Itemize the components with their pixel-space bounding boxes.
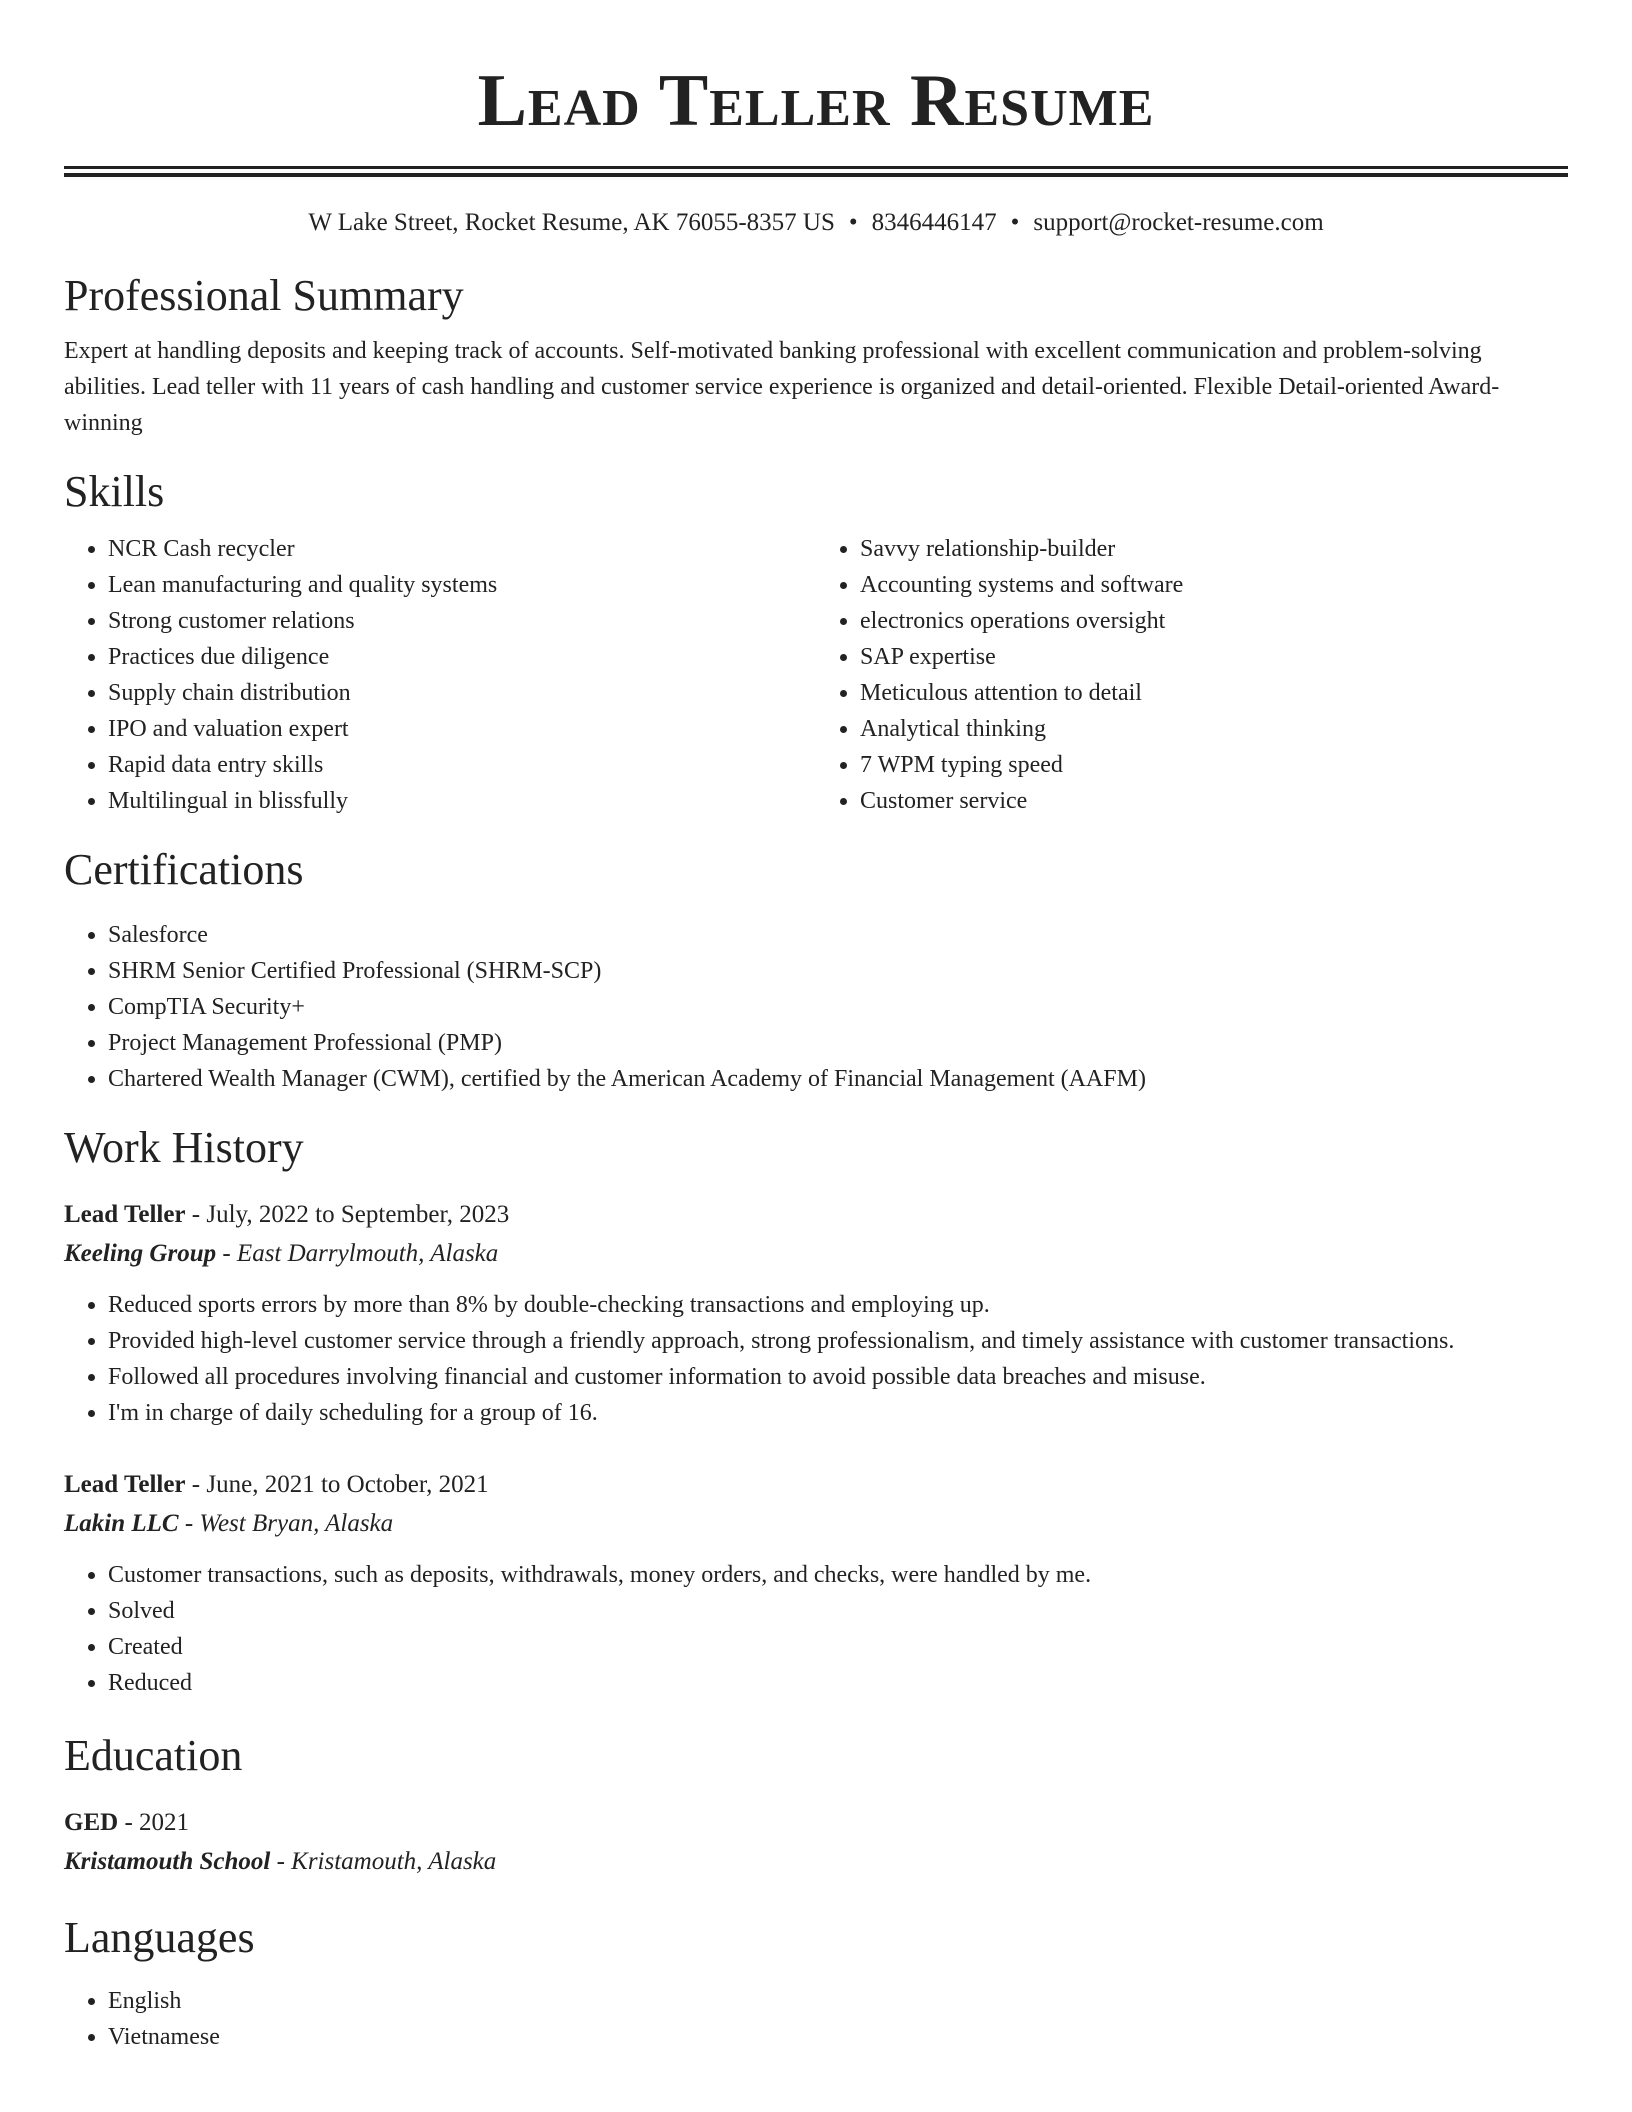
job-entry (64, 1195, 1568, 1431)
certification-item: • Project Management Professional (PMP) (108, 1025, 1568, 1061)
education-year: - 2021 (118, 1809, 190, 1836)
section-heading: Professional Summary (64, 271, 464, 320)
resume-title: Lead Teller Resume (477, 60, 1155, 142)
contact-phone: 8346446147 (871, 209, 997, 236)
job-location: - West Bryan, Alaska (178, 1510, 394, 1537)
job-bullet: • Solved (108, 1593, 1568, 1629)
job-company: Lakin LLC (64, 1510, 179, 1537)
skill-item: • Meticulous attention to detail (860, 675, 1568, 711)
job-bullet: • Reduced sports errors by more than 8% by double-checking transactions and employing up. (108, 1287, 1568, 1323)
skill-item: • Strong customer relations (108, 603, 816, 639)
skills-list-left (64, 531, 816, 819)
education-header (64, 1803, 1568, 1842)
skill-item: • Analytical thinking (860, 711, 1568, 747)
summary-text: Expert at handling deposits and keeping track of accounts. Self-motivated banking professional with excellent communication and problem-solving abilities. Lead teller with 11 years of cash handling and customer service experience is organized and detail-oriented. Flexible Detail-oriented Award-winning (64, 338, 1500, 436)
job-bullet: • I'm in charge of daily scheduling for a group of 16. (108, 1395, 1568, 1431)
job-title: Lead Teller (64, 1201, 186, 1228)
job-location: - East Darrylmouth, Alaska (216, 1240, 499, 1267)
job-company: Keeling Group (64, 1240, 217, 1267)
job-organization (64, 1234, 1568, 1273)
certification-item: • SHRM Senior Certified Professional (SHRM-SCP) (108, 953, 1568, 989)
job-bullet: • Reduced (108, 1665, 1568, 1701)
contact-email: support@rocket-resume.com (1033, 209, 1324, 236)
skills-section (64, 465, 1568, 819)
skill-item: • Savvy relationship-builder (860, 531, 1568, 567)
contact-address: W Lake Street, Rocket Resume, AK 76055-8357 US (308, 209, 835, 236)
work-history-section (64, 1121, 1568, 1701)
education-section (64, 1729, 1568, 1881)
skill-item: • Multilingual in blissfully (108, 783, 816, 819)
job-bullet: • Provided high-level customer service through a friendly approach, strong professionalism, and timely assistance with customer transactions. (108, 1323, 1568, 1359)
job-bullet: • Created (108, 1629, 1568, 1665)
job-header (64, 1465, 1568, 1504)
education-school: Kristamouth School (64, 1848, 271, 1875)
section-heading: Work History (64, 1123, 304, 1172)
bullet-separator: • (848, 209, 858, 236)
skill-item: • Practices due diligence (108, 639, 816, 675)
languages-section (64, 1911, 1568, 2055)
job-bullet: • Followed all procedures involving financial and customer information to avoid possible data breaches and misuse. (108, 1359, 1568, 1395)
language-item: • Vietnamese (108, 2019, 1568, 2055)
job-header (64, 1195, 1568, 1234)
certification-item: • Chartered Wealth Manager (CWM), certified by the American Academy of Financial Management (AAFM) (108, 1061, 1568, 1097)
job-dates: - June, 2021 to October, 2021 (185, 1471, 489, 1498)
language-item: • English (108, 1983, 1568, 2019)
job-bullet: • Customer transactions, such as deposits, withdrawals, money orders, and checks, were handled by me. (108, 1557, 1568, 1593)
job-organization (64, 1504, 1568, 1543)
certification-item: • CompTIA Security+ (108, 989, 1568, 1025)
job-title: Lead Teller (64, 1471, 186, 1498)
skill-item: • 7 WPM typing speed (860, 747, 1568, 783)
job-dates: - July, 2022 to September, 2023 (185, 1201, 510, 1228)
job-bullets (64, 1287, 1568, 1431)
bullet-separator: • (1010, 209, 1020, 236)
professional-summary-section (64, 269, 1568, 441)
education-degree: GED (64, 1809, 119, 1836)
skills-list-right (816, 531, 1568, 819)
skill-item: • Rapid data entry skills (108, 747, 816, 783)
section-heading: Skills (64, 467, 165, 516)
skill-item: • SAP expertise (860, 639, 1568, 675)
skill-item: • Accounting systems and software (860, 567, 1568, 603)
certifications-section (64, 843, 1568, 1097)
skills-columns (64, 531, 1568, 819)
title-divider (64, 166, 1568, 177)
skill-item: • NCR Cash recycler (108, 531, 816, 567)
certification-item: • Salesforce (108, 917, 1568, 953)
certifications-list (64, 917, 1568, 1097)
contact-line (64, 207, 1568, 239)
education-location: - Kristamouth, Alaska (270, 1848, 497, 1875)
skill-item: • IPO and valuation expert (108, 711, 816, 747)
section-heading: Certifications (64, 845, 304, 894)
job-entry (64, 1465, 1568, 1701)
education-organization (64, 1842, 1568, 1881)
skill-item: • electronics operations oversight (860, 603, 1568, 639)
skill-item: • Supply chain distribution (108, 675, 816, 711)
skill-item: • Lean manufacturing and quality systems (108, 567, 816, 603)
section-heading: Languages (64, 1913, 255, 1962)
section-heading: Education (64, 1731, 243, 1780)
skill-item: • Customer service (860, 783, 1568, 819)
languages-list (64, 1983, 1568, 2055)
job-bullets (64, 1557, 1568, 1701)
